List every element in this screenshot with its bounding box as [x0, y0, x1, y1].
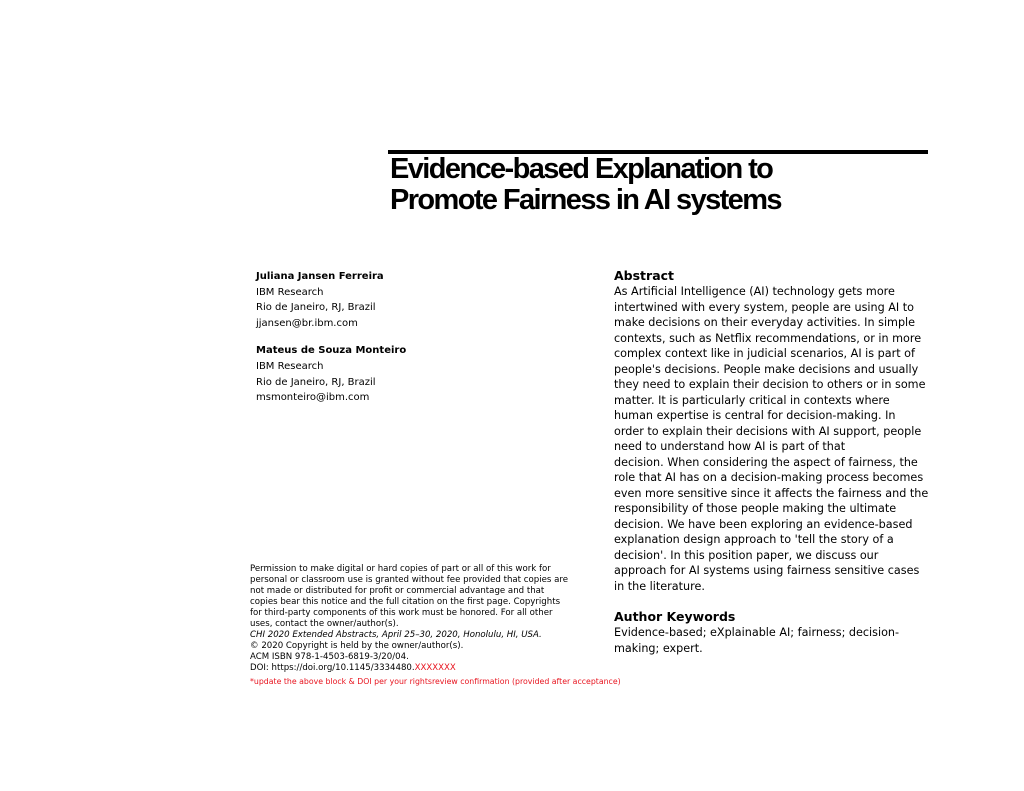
permission-line: Permission to make digital or hard copies of part or all of this work for — [250, 564, 551, 574]
abstract-line: complex context like in judicial scenarios, AI is part of — [614, 347, 915, 360]
doi-prefix: DOI: https://doi.org/10.1145/3334480. — [250, 663, 415, 673]
abstract-line: make decisions on their everyday activities. In simple — [614, 316, 916, 329]
abstract-body — [614, 284, 934, 594]
abstract-line: approach for AI systems using fairness sensitive cases — [614, 564, 920, 577]
keywords-line: making; expert. — [614, 641, 703, 655]
author-name: Mateus de Souza Monteiro — [256, 345, 407, 357]
keywords-section — [614, 609, 934, 656]
abstract-line: in the literature. — [614, 579, 705, 593]
author-location: Rio de Janeiro, RJ, Brazil — [256, 302, 376, 314]
abstract-line: they need to explain their decision to others or in some — [614, 378, 926, 391]
author-affiliation: IBM Research — [256, 360, 324, 372]
author-location: Rio de Janeiro, RJ, Brazil — [256, 376, 376, 388]
abstract-line: responsibility of those people making the ultimate — [614, 502, 897, 515]
abstract-line: As Artificial Intelligence (AI) technology gets more — [614, 285, 895, 298]
permission-block — [250, 564, 621, 687]
abstract-line: intertwined with every system, people are using AI to — [614, 300, 914, 314]
author-2 — [256, 343, 586, 405]
keywords-body — [614, 625, 934, 656]
permission-line: not made or distributed for profit or commercial advantage and that — [250, 586, 545, 596]
permission-line: personal or classroom use is granted without fee provided that copies are — [250, 575, 568, 585]
abstract-line: order to explain their decisions with AI support, people — [614, 424, 922, 438]
abstract-line: contexts, such as Netflix recommendations, or in more — [614, 331, 922, 345]
author-name: Juliana Jansen Ferreira — [256, 271, 384, 282]
permission-line: for third-party components of this work must be honored. For all other — [250, 608, 553, 618]
title-line-1: Evidence-based Explanation to — [390, 153, 773, 185]
copyright-line: © 2020 Copyright is held by the owner/author(s). — [250, 641, 464, 651]
doi-placeholder: XXXXXXX — [414, 663, 456, 673]
author-email: msmonteiro@ibm.com — [256, 392, 370, 404]
abstract-line: need to understand how AI is part of that — [614, 440, 846, 453]
abstract-line: decision. When considering the aspect of fairness, the — [614, 455, 918, 469]
conference-line: CHI 2020 Extended Abstracts, April 25–30, 2020, Honolulu, HI, USA. — [250, 630, 542, 640]
isbn-line: ACM ISBN 978-1-4503-6819-3/20/04. — [250, 652, 409, 662]
abstract-line: even more sensitive since it affects the fairness and the — [614, 486, 929, 500]
doi-line — [250, 663, 600, 674]
abstract-line: decision. We have been exploring an evidence-based — [614, 517, 913, 531]
author-affiliation: IBM Research — [256, 286, 324, 298]
author-1 — [256, 269, 586, 331]
permission-line: uses, contact the owner/author(s). — [250, 619, 399, 629]
abstract-line: decision'. In this position paper, we discuss our — [614, 548, 879, 562]
paper-title — [390, 154, 930, 216]
update-note: *update the above block & DOI per your rightsreview confirmation (provided after acceptance) — [250, 677, 621, 686]
abstract-line: matter. It is particularly critical in contexts where — [614, 393, 890, 407]
permission-line: copies bear this notice and the full citation on the first page. Copyrights — [250, 597, 561, 607]
abstract-line: explanation design approach to 'tell the story of a — [614, 533, 894, 546]
author-block — [256, 269, 586, 418]
abstract-line: people's decisions. People make decisions and usually — [614, 362, 919, 376]
abstract-line: human expertise is central for decision-making. In — [614, 409, 896, 422]
abstract-heading: Abstract — [614, 268, 675, 283]
title-line-2: Promote Fairness in AI systems — [390, 184, 781, 216]
keywords-line: Evidence-based; eXplainable AI; fairness; decision- — [614, 626, 900, 639]
author-email: jjansen@br.ibm.com — [256, 317, 358, 329]
abstract-section — [614, 268, 934, 594]
abstract-line: role that AI has on a decision-making process becomes — [614, 471, 924, 484]
keywords-heading: Author Keywords — [614, 609, 736, 624]
